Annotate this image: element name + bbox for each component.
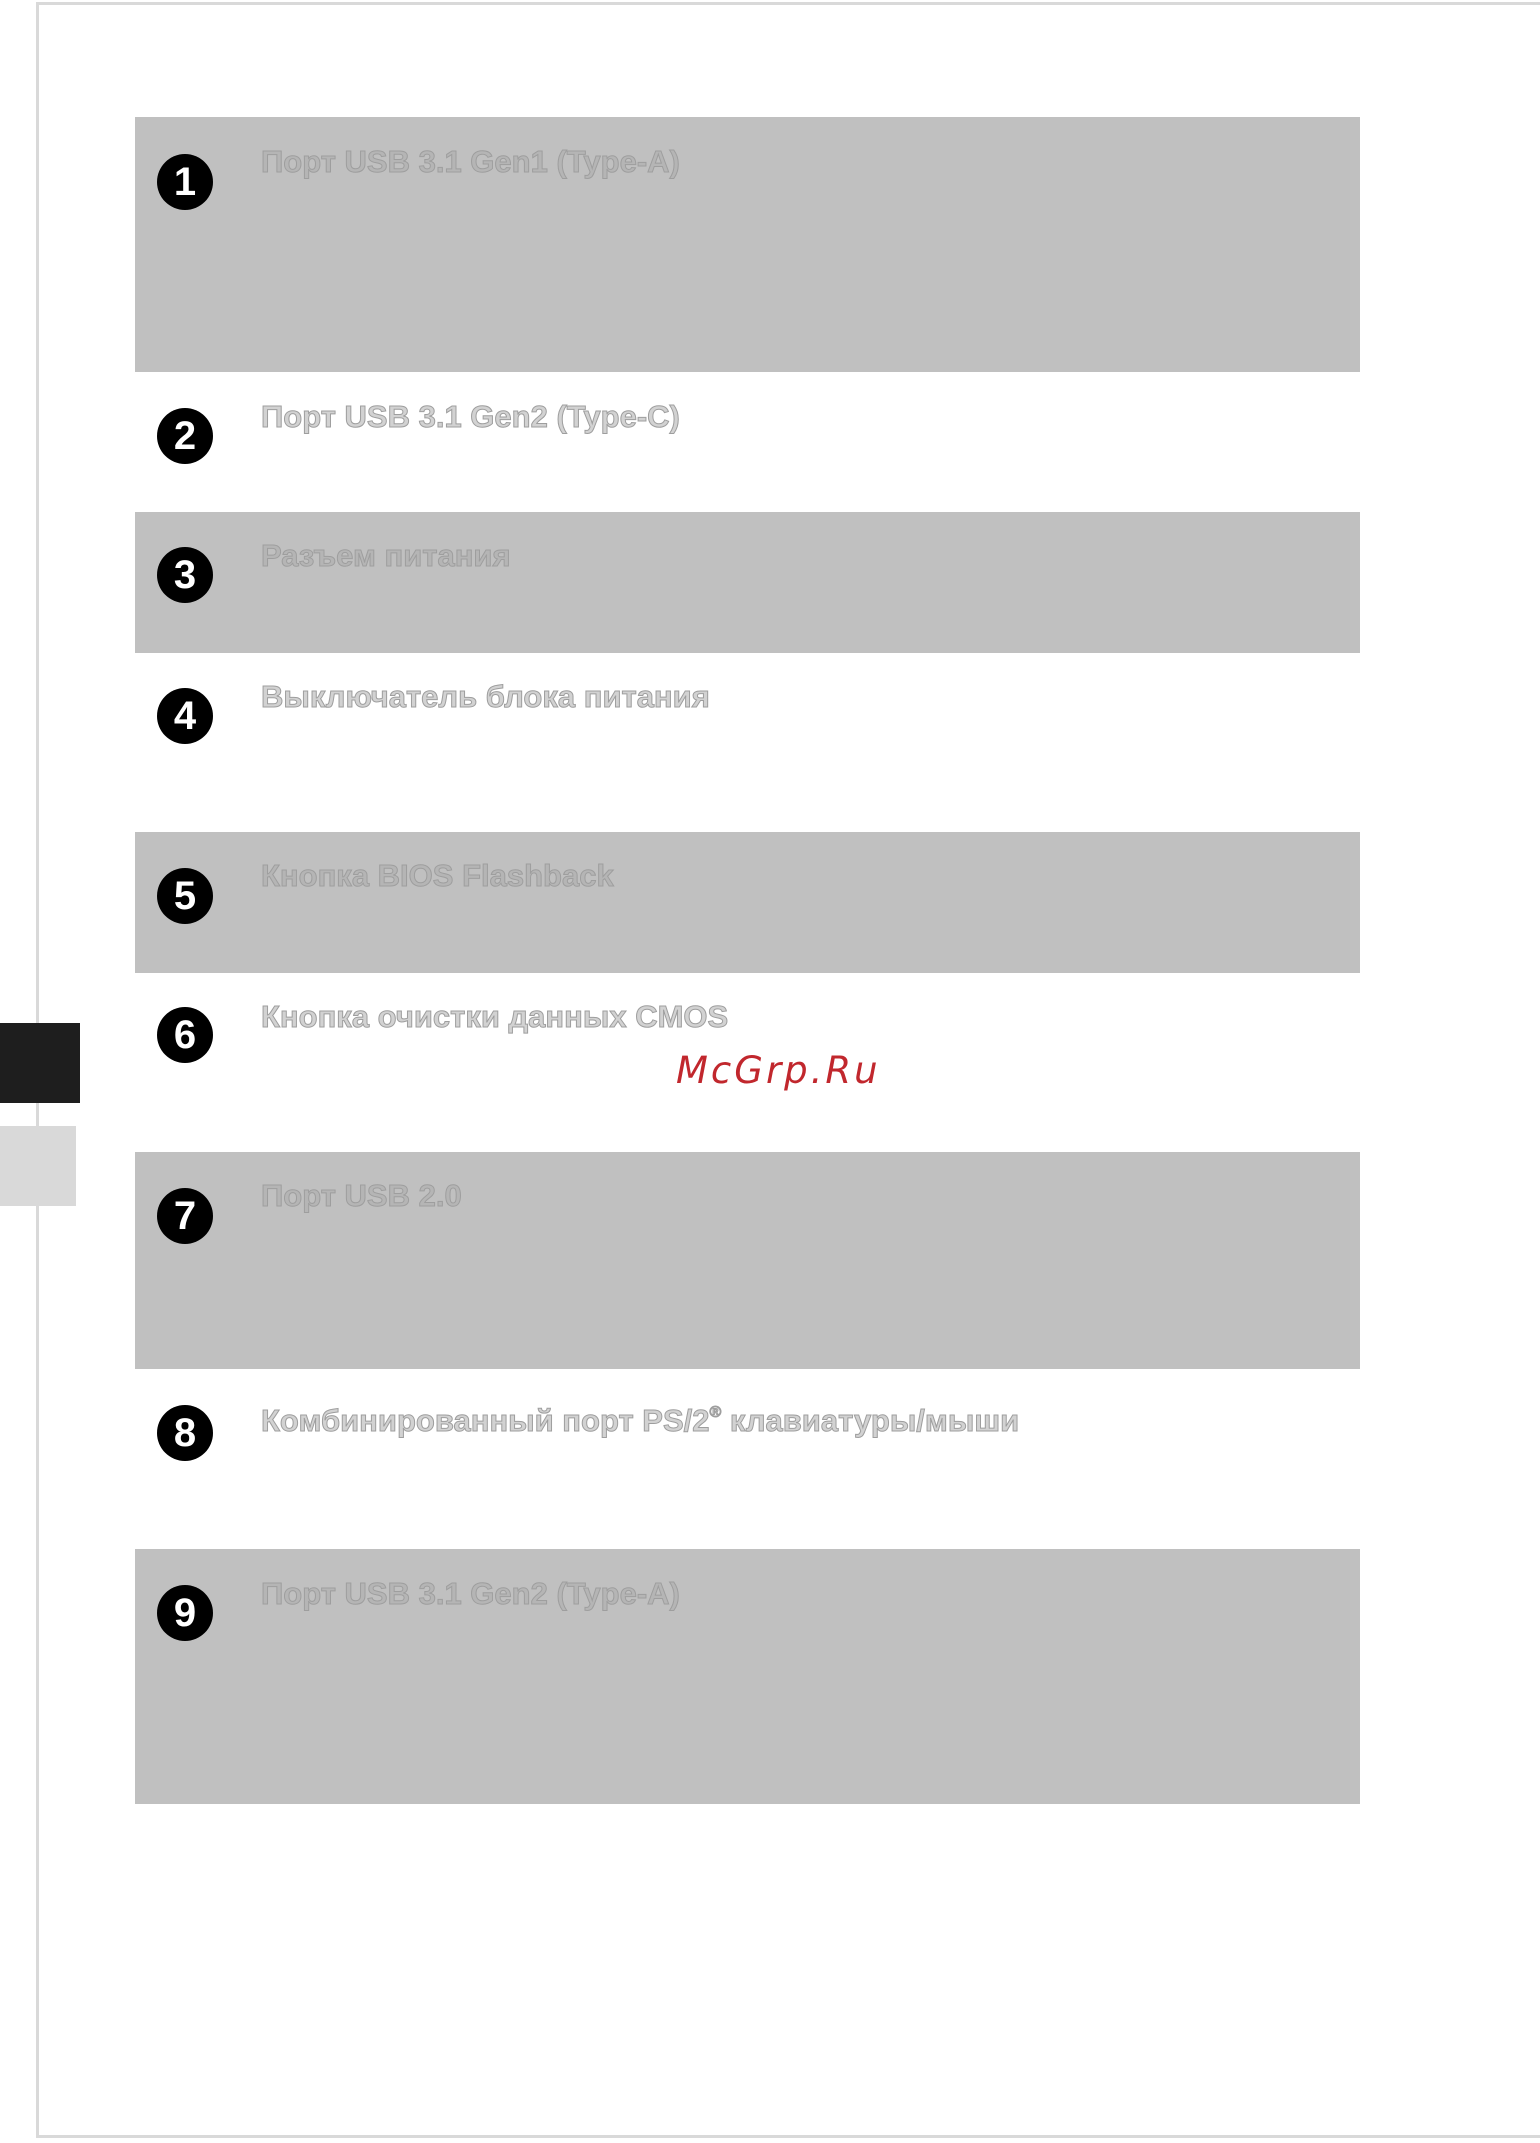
list-item	[135, 117, 1360, 372]
list-item	[135, 653, 1360, 832]
number-badge: 8	[157, 1405, 213, 1461]
list-item	[135, 1152, 1360, 1369]
watermark: McGrp.Ru	[676, 1049, 881, 1092]
list-item	[135, 1549, 1360, 1804]
registered-mark: ®	[709, 1404, 722, 1421]
item-title: Кнопка очистки данных CMOS	[261, 999, 729, 1034]
number-badge: 7	[157, 1188, 213, 1244]
item-title: Разъем питания	[261, 538, 511, 573]
list-item	[135, 372, 1360, 512]
item-title: Порт USB 3.1 Gen1 (Type-A)	[261, 144, 680, 179]
number-badge: 6	[157, 1007, 213, 1063]
item-title: Кнопка BIOS Flashback	[261, 858, 614, 893]
list-item	[135, 1369, 1360, 1549]
number-badge: 2	[157, 408, 213, 464]
list-item	[135, 512, 1360, 653]
number-badge: 1	[157, 154, 213, 210]
number-badge: 5	[157, 868, 213, 924]
item-title: Порт USB 3.1 Gen2 (Type-C)	[261, 399, 680, 434]
chapter-tab-inactive	[0, 1126, 76, 1206]
chapter-tab-active	[0, 1023, 80, 1103]
number-badge: 9	[157, 1585, 213, 1641]
number-badge: 4	[157, 688, 213, 744]
item-title: Комбинированный порт PS/2® клавиатуры/мыши	[261, 1403, 1020, 1438]
item-title: Порт USB 3.1 Gen2 (Type-A)	[261, 1576, 680, 1611]
list-item	[135, 832, 1360, 973]
item-title: Выключатель блока питания	[261, 679, 710, 714]
number-badge: 3	[157, 547, 213, 603]
item-title: Порт USB 2.0	[261, 1178, 462, 1213]
